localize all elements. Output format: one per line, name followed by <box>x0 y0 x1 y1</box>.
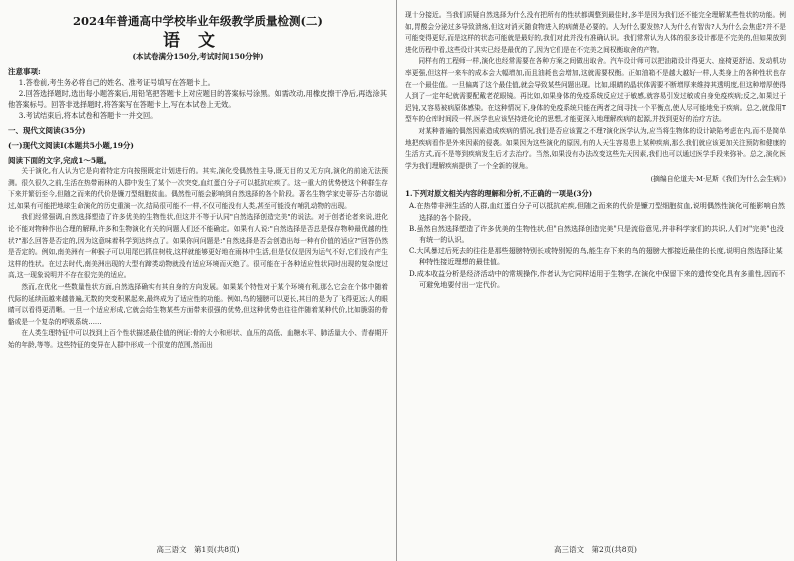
subsection-heading: (一)现代文阅读Ⅰ(本题共5小题,19分) <box>8 141 134 150</box>
passage-paragraph: 现十分接近。当我们质疑自然选择为什么没有把所有的性状都调整到最佳时,多半是因为我们还不能完全理解某些性状的功能。例如,胃酸会分泌过多导致溃疡,但这对消灭随食物进入的病菌是必要的。人为什么要发热?人为什么有智齿?人为什么会焦虑?并不是可能变得更好,而是这样的状态可能就是最好的,我们对此并没有准确认识。我们常常认为人体的很多设计都是不完美的,但如果放到进化历程中看,这些设计其实已经是最优的了,因为它们是在不完美之间权衡取舍的产物。 <box>405 11 786 54</box>
exam-title: 2024年普通高中学校毕业年级教学质量检测(二) <box>73 14 323 28</box>
page-two <box>397 0 794 561</box>
passage-paragraph: 关于演化,有人认为它是向着特定方向按照既定计划进行的。其实,演化受偶然性主导,既无目的又无方向,演化的前途无法预测。很久很久之前,生活在热带雨林的人群中发生了某个一次突变,血红蛋白分子可以抵抗疟疾了。这一重大的优势使这个种群生存下来并繁衍至今,但随之而来的代价是镰刀型细胞贫血。偶然性可能会影响到自然选择的各个阶段。著名生物学家史蒂芬·古尔德说过,如果有可能把地球生命演化的历史重演一次,结局很可能不一样,不仅可能没有人类,甚至可能没有哺乳动物的出现。 <box>8 167 388 210</box>
score-note: (本试卷满分150分,考试时间150分钟) <box>132 52 264 61</box>
reading-instruction: 阅读下面的文字,完成1～5题。 <box>8 156 112 165</box>
passage-paragraph: 我们经常强调,自然选择塑造了许多优美的生物性状,但这并不等于认同"自然选择创造完美"的说法。对于创者论者来说,进化论不能对物种作出合理的解释,许多和生物演化有关的问题人们还不能确定。如果有人说:"自然选择是否总是保存物种最优越的性状?"那么回答是否定的,因为这意味着科学到达终点了。如果你问问题是:"自然选择是否会创造出每一种有价值的适应?"回答仍然是否定的。例如,南美洲有一种猴子可以用尾巴抓住树枝,这样就能够更好地在雨林中生活,但是仅仅是因为运气不好,它们没有产生这样的性状。在过去时代,南美洲出现的大型有蹄类动物就没有适应环境而灭绝了。很可能在于各种适应性状同时出现的复杂度过高,这一现象说明并不存在很完美的适应。 <box>8 213 388 280</box>
answer-option: A.在热带非洲生活的人群,血红蛋白分子可以抵抗疟疾,但随之而来的代价是镰刀型细胞贫血,说明偶然性演化可能影响自然选择的各个阶段。 <box>409 201 785 222</box>
answer-option: C.大风暴过后死去的往往是那些翅膀特别长或特别短的鸟,能生存下来的鸟的翅膀大都接近最佳的长度,说明自然选择让某种特性接近理想的最佳值。 <box>409 246 783 267</box>
section-heading: 一、现代文阅读(35分) <box>8 126 86 135</box>
passage-paragraph: 同样有的工程师一样,演化也经常需要在各种方案之间做出取舍。汽车设计师可以把油箱设计得更大、座椅更舒适、发动机功率更强,但这样一来车的成本会大幅增加,而且油耗也会增加,这就需要权衡。正如油箱不是越大越好一样,人类身上的各种性状也存在一个最佳值。一旦偏离了这个最佳值,就会导致某些问题出现。比如,眼睛的晶状体需要不断增厚来维持其透明度,但这种增厚使得人到了一定年纪就需要配戴老花眼镜。再比如,如果身体的免疫系统反应过于敏感,就容易引发过敏或自身免疫疾病;反之,如果过于迟钝,又容易被病原体感染。在这种情况下,身体的免疫系统只能在两者之间寻找一个平衡点,使人尽可能地免于疾病。总之,就像用T型车的仓库时间段一样,医学也应该坚持进化论的思想,才能更深入地理解疾病的起源,并找到更好的治疗方法。 <box>405 57 786 124</box>
answer-option: B.虽然自然选择塑造了许多优美的生物性状,但"自然选择创造完美"只是流俗意见,并非科学家们的共识,人们对"完美"也没有统一的认识。 <box>409 223 784 244</box>
subject-heading: 语文 <box>163 31 233 51</box>
source-citation: (摘编自伦道夫·M·尼斯《我们为什么会生病》) <box>650 175 786 184</box>
page-footer: 高三语文 第1页(共8页) <box>156 545 240 554</box>
notice-title: 注意事项: <box>8 67 41 76</box>
answer-option: D.成本收益分析是经济活动中的常规操作,作者认为它同样适用于生物学,在演化中保留下来的遗传变化具有多重性,因而不可避免地要付出一定代价。 <box>409 268 786 289</box>
passage-paragraph: 对某种普遍的偶然因素造成疾病的情况,我们是否应该置之不理?演化医学认为,应当将生物体的设计缺陷考虑在内,而不是简单地把疾病看作是外来因素的侵袭。如果因为这些演化的原因,有的人天生容易患上某种疾病,那么我们就应该更加关注预防和健康的生活方式,而不是等到疾病发生后才去治疗。当然,如果没有办法改变这些先天因素,我们也可以通过医学手段来弥补。总之,演化医学为我们理解疾病提供了一个全新的视角。 <box>405 126 786 170</box>
notice-item: 3.考试结束后,将本试卷和答题卡一并交回。 <box>18 111 158 120</box>
page-footer: 高三语文 第2页(共8页) <box>554 545 637 554</box>
notice-item: 2.回答选择题时,选出每小题答案后,用铅笔把答题卡上对应题目的答案标号涂黑。如需改动,用橡皮擦干净后,再选涂其他答案标号。回答非选择题时,将答案写在答题卡上,写在本试卷上无效。 <box>8 89 387 109</box>
passage-paragraph: 然而,在优化一些数量性状方面,自然选择确实有其自身的方向发展。如果某个特性对于某个环境有利,那么它会在个体中随着代际的延续而越来越普遍,无数的突变积累起来,最终成为了适应性的功能。例如,鸟的翅膀可以更长,其目的是为了飞得更远;人的眼睛可以看得更清晰。一旦一个适应形成,它就会给生物某些方面带来很强的优势,但这种优势也往往伴随着某种代价,比如脆弱的骨骼或是一个复杂的呼吸系统…… <box>8 282 388 326</box>
question-stem: 1.下列对原文相关内容的理解和分析,不正确的一项是(3分) <box>405 189 593 199</box>
notice-item: 1.答卷前,考生务必将自己的姓名、准考证号填写在答题卡上。 <box>18 78 215 87</box>
passage-paragraph: 在人类生理特征中可以找到上百个性状描述最佳值的例证:骨的大小和形状、血压的高低、血糖水平、肺活量大小、青春期开始的年龄,等等。这些特征的变异在人群中形成一个很宽的范围,然而出 <box>8 329 388 349</box>
